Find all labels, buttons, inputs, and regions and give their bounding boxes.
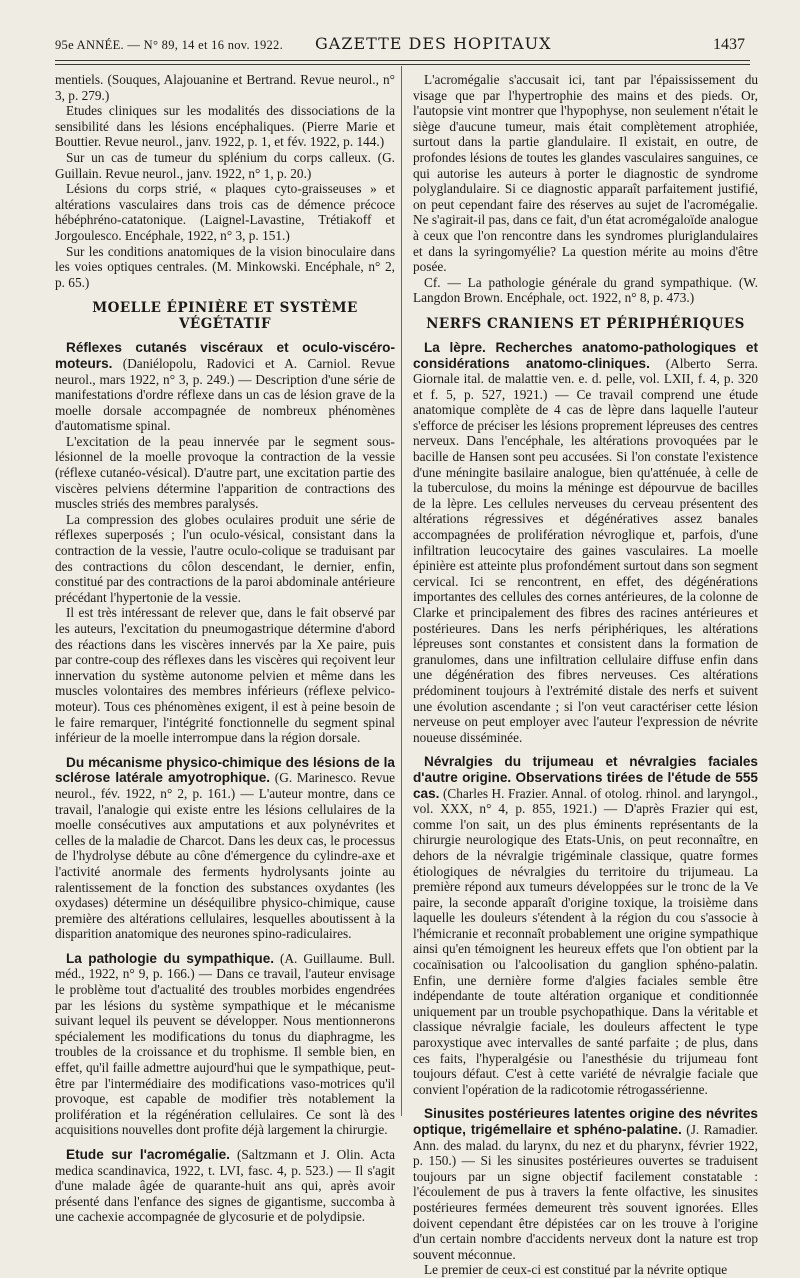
cross-reference: Cf. — La pathologie générale du grand sympathique. (W. Langdon Brown. Encéphale, oct. 1922, n° 8, p. 473.): [413, 274, 758, 306]
article-title: Du mécanisme physico-chimique des lésions de la sclérose latérale amyotrophique.: [55, 754, 395, 786]
running-header: [55, 34, 745, 56]
article-title: Névralgies du trijumeau et névralgies faciales d'autre origine. Observations tirées de l'étude de 555 cas.: [413, 754, 758, 801]
article-reference: (Alberto Serra. Giornale ital. de malattie ven. e. d. pelle, vol. LXII, f. 4, p. 320 et f. 5, p. 527, 1921.) —: [413, 355, 759, 402]
right-column: [413, 72, 758, 1278]
article-reference: (Daniélopolu, Radovici et A. Carniol. Revue neurol., mars 1922, n° 3, p. 249.) —: [55, 355, 396, 387]
article-text: Ce travail comprend une étude anatomique complète de 4 cas de lèpre dans laquelle l'auteur s'efforce de préciser les lésions proprement lépreuses des centres nerveux. Dans l'encéphale, les altérations provoquées par le bacille de Hansen sont peu accusées. Si l'on constate l'existence d'une méningite basilaire analogue, bien qu'atténuée, à celle de la tuberculose, du moins la méninge est dépourvue de bacilles de la lèpre. Les cellules nerveuses du cerveau présentent des altérations régressives et dégénératives assez banales accompagnées de prolifération névroglique et, parfois, d'une infiltration leucocytaire des gaines vasculaires. La moelle épinière est atteinte plus profondément surtout dans son segment cervical. Ici se rencontrent, en effet, des dégénérations importantes des cellules des cornes antérieures, de la colonne de Clarke et principalement des fibres des racines antérieures et postérieures. Dans les nerfs périphériques, les altérations lépreuses sont constantes et consistent dans la formation de granulomes, dans une infiltration cellulaire diffuse enfin dans une dégénération des fibres nerveuses. Ces altérations prédominent toujours à l'extrémité distale des nerfs et suivent une évolution ascendante ; si l'on veut caractériser cette lésion nerveuse on peut employer avec l'auteur l'expression de névrite noueuse disséminée.: [413, 386, 759, 745]
paragraph: Sur un cas de tumeur du splénium du corps calleux. (G. Guillain. Revue neurol., janv. 1922, n° 1, p. 20.): [55, 149, 395, 181]
article-title: La lèpre. Recherches anatomo-pathologiques et considérations anatomo-cliniques.: [413, 339, 758, 371]
article-abstract: [55, 951, 395, 1138]
article-reference: (A. Guillaume. Bull. méd., 1922, n° 9, p. 166.) —: [55, 950, 395, 982]
article-abstract: [413, 1106, 758, 1262]
paragraph: Lésions du corps strié, « plaques cyto-graisseuses » et altérations vasculaires dans trois cas de démence précoce hébéphréno-catatonique. (Laignel-Lavastine, Trétiakoff et Jorgoulesco. Encéphale, 1922, n° 3, p. 151.): [55, 181, 395, 243]
column-divider: [401, 66, 402, 1116]
paragraph: L'excitation de la peau innervée par le segment sous-lésionnel de la moelle provoque la contraction de la vessie (réflexe cutanéo-vésical). D'autre part, une excitation partie des viscères pelviens détermine l'apparition de contractions des muscles striés des membres paralysés.: [55, 433, 395, 512]
section-heading: NERFS CRANIENS ET PÉRIPHÉRIQUES: [426, 315, 745, 332]
article-title: Réflexes cutanés viscéraux et oculo-viscéro-moteurs.: [55, 340, 395, 371]
article-text: Si les sinusites postérieures ouvertes se traduisent toujours par un signe objectif facilement constatable : l'écoulement de pus à travers la fente olfactive, les sinusites postérieures fermées demeurent très souvent ignorées. Elles doivent cependant être dépistées car on les trouve à l'origine d'un certain nombre d'accidents nerveux dont la nature est trop souvent méconnue.: [413, 1153, 758, 1262]
article-abstract: [55, 755, 395, 942]
article-title: Etude sur l'acromégalie.: [66, 1147, 230, 1162]
paragraph: mentiels. (Souques, Alajouanine et Bertrand. Revue neurol., n° 3, p. 279.): [55, 72, 395, 103]
article-reference: (Charles H. Frazier. Annal. of otolog. rhinol. and laryngol., vol. XXX, n° 4, p. 855, 1921.) —: [413, 785, 758, 817]
article-text: Dans ce travail, l'auteur envisage le problème tout d'actualité des troubles morbides engendrées par les lésions du système sympathique et le mécanisme suivant lequel ils peuvent se développer. Nous mentionnerons spécialement les modifications du tonus du diaphragme, les troubles de la croissance et du trophisme. Il semble bien, en effet, qu'il faille admettre aujourd'hui que le sympathique, peut-être par l'intermédiaire des modifications vaso-motrices qu'il provoque, est capable de modifier très notablement la prolifération et la régénération cellulaires. Ce sont là des acquisitions nouvelles dont profite déjà largement la chirurgie.: [55, 966, 395, 1138]
paragraph: Sur les conditions anatomiques de la vision binoculaire dans les voies optiques centrales. (M. Minkowski. Encéphale, n° 2, p. 65.): [55, 243, 395, 290]
paragraph: Etudes cliniques sur les modalités des dissociations de la sensibilité dans les lésions encéphaliques. (Pierre Marie et Bouttier. Revue neurol., janv. 1922, p. 1, et fév. 1922, p. 144.): [55, 103, 395, 150]
left-column: [55, 72, 395, 1225]
header-rule-double: [55, 64, 750, 65]
paragraph: L'acromégalie s'accusait ici, tant par l'épaississement du visage que par l'hypertrophie des mains et des pieds. Or, l'autopsie vint montrer que l'hypophyse, non seulement n'était le siège d'aucune tumeur, mais était complètement atrophiée, surtout dans la partie glandulaire. Il existait, en outre, de profondes lésions de toutes les glandes vasculaires sanguines, ce qui autorise les auteurs à porter le diagnostic de syndrome polyglandulaire. Si ce diagnostic apparaît parfaitement justifié, on peut cependant faire des réserves au sujet de l'acromégalie. Ne s'agirait-il pas, dans ce fait, d'un état acromégaloïde analogue à ceux que l'on rencontre dans les syndromes pluriglandulaires et dans la syringomyélie? La question mérite au moins d'être posée.: [413, 72, 758, 275]
journal-title: GAZETTE DES HOPITAUX: [315, 34, 552, 53]
article-abstract: [55, 1147, 395, 1225]
article-reference: (J. Ramadier. Ann. des malad. du larynx, du nez et du pharynx, février 1922, p. 150.) —: [413, 1122, 758, 1169]
article-abstract: [55, 340, 395, 434]
section-heading: MOELLE ÉPINIÈRE ET SYSTÈME VÉGÉTATIF: [92, 300, 358, 333]
paragraph: Il est très intéressant de relever que, dans le fait observé par les auteurs, l'excitation du pneumogastrique détermine d'abord des réactions dans les viscères innervés par la Xe paire, puis par contre-coup des réflexes dans les viscères qui reçoivent leur innervation du système autonome pelvien et même dans les muscles volontaires des membres inférieurs (réflexe pelvico-moteur). Tous ces phénomènes exigent, il est à peine besoin de le faire remarquer, l'intégrité fonctionnelle du segment spinal inférieur de la moelle interrompue dans la région dorsale.: [55, 605, 395, 746]
article-text: L'auteur montre, dans ce travail, l'analogie qui existe entre les lésions cellulaires de la moelle consécutives aux amputations et aux polynévrites et celles de la maladie de Charcot. Dans les deux cas, le processus de l'hydrolyse débute au cône d'émergence du cylindre-axe et l'activité anormale des ferments hydrolysants jointe au ralentissement de la fonction des substances oxydantes (les oxydases) détermine un déséquilibre physico-chimique, cause première des altérations cellulaires, lesquelles aboutissent à la disparition anatomique des neurones spino-radiculaires.: [55, 785, 395, 942]
article-title: La pathologie du sympathique.: [66, 950, 275, 966]
article-text: Il s'agit d'une malade âgée de quarante-huit ans qui, après avoir présenté dans l'enfance des signes de gigantisme, succomba à une cachexie accompagnée de glycosurie et de polydipsie.: [55, 1162, 395, 1225]
issue-line: 95e ANNÉE. — N° 89, 14 et 16 nov. 1922.: [55, 38, 284, 52]
page-number: 1437: [713, 36, 745, 53]
paragraph: La compression des globes oculaires produit une série de réflexes superposés ; l'un oculo-vésical, consistant dans la contraction de la vessie, l'autre oculo-colique se traduisant par des contractions du côlon descendant, le dernier, enfin, constitué par des contractions de la paroi abdominale antérieure précédant l'hypertonie de la vessie.: [55, 511, 395, 605]
article-title: Sinusites postérieures latentes origine des névrites optique, trigémellaire et sphéno-palatine.: [413, 1106, 758, 1137]
article-abstract: [413, 754, 758, 1097]
article-reference: (G. Marinesco. Revue neurol., fév. 1922, n° 2, p. 161.) —: [55, 770, 395, 801]
header-rule: [55, 60, 750, 61]
article-text: D'après Frazier qui est, comme l'on sait, un des plus éminents représentants de la chirurgie neurologique des Etats-Unis, on peut reconnaître, en dehors de la névralgie trigéminale classique, quatre formes étiologiques de névralgies du territoire du trijumeau. La première répond aux tumeurs développées sur le tronc de la Ve paire, la seconde apparaît d'origine toxique, la troisième dans laquelle les douleurs s'étendent à la région du cou s'associe à l'hémicranie et reconnaît probablement une origine sympathique ainsi qu'en témoignent les heureux effets que l'on obtient par la cocaïnisation ou l'alcoolisation du ganglion sphéno-palatin. Enfin, une dernière forme d'algies faciales semble être indépendante de toute altération organique et conditionnée uniquement par un trouble psychopathique. Dans la véritable et classique névralgie faciale, les douleurs affectent le type paroxystique avec intervalles de santé parfaite ; de plus, dans ces faits, l'hyperalgésie ou l'anesthésie du trijumeau font toujours défaut. C'est à cette variété de névralgie faciale que convient l'opération de la radicotomie rétrogassérienne.: [413, 801, 759, 1097]
article-text: Description d'une série de manifestations d'ordre réflexe dans un cas de lésion grave de la moelle dorsale accompagnée de nombreux phénomènes d'automatisme spinal.: [55, 371, 396, 434]
article-reference: (Saltzmann et J. Olin. Acta medica scandinavica, 1922, t. LVI, fasc. 4, p. 523.) —: [55, 1147, 396, 1178]
paragraph: Le premier de ceux-ci est constitué par la névrite optique: [424, 1262, 728, 1278]
article-abstract: [413, 340, 758, 745]
